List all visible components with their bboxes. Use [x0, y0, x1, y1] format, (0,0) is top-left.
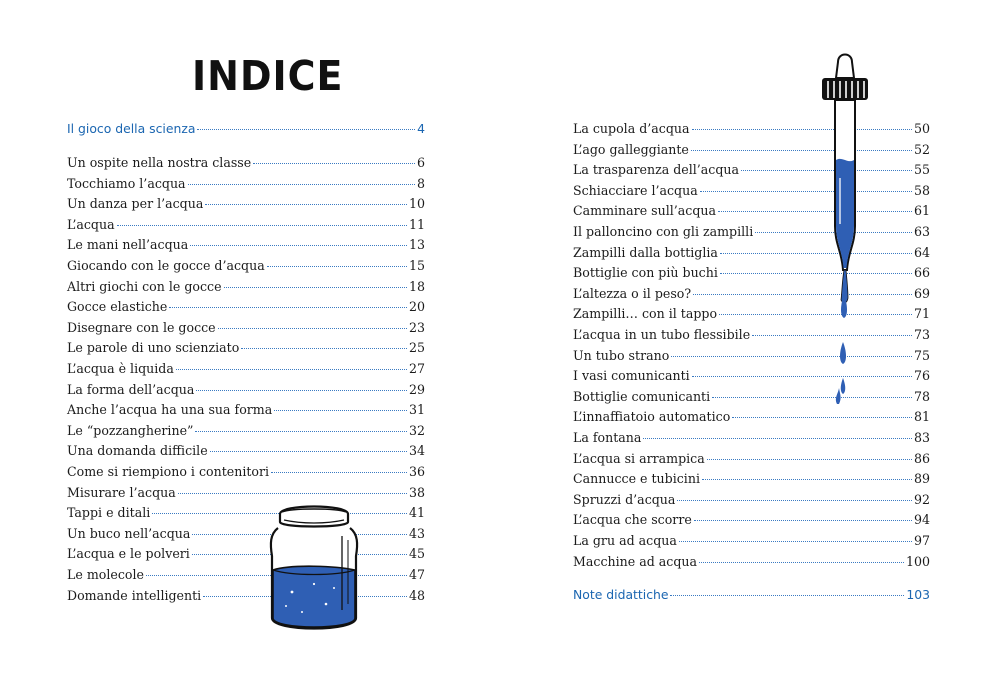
dot-leader [190, 244, 407, 246]
toc-entry[interactable] [573, 554, 930, 570]
toc-entry[interactable] [573, 183, 930, 199]
toc-entry-page: 66 [913, 265, 930, 281]
toc-entry-title: Cannucce e tubicini [573, 471, 700, 487]
toc-entry[interactable] [573, 224, 930, 240]
dot-leader [224, 286, 407, 288]
toc-entry[interactable] [573, 451, 930, 467]
toc-entry[interactable] [573, 409, 930, 425]
toc-entry[interactable] [67, 320, 425, 336]
dot-leader [196, 389, 407, 391]
toc-entry-page: 48 [408, 587, 425, 603]
toc-entry-title: Le mani nell’acqua [67, 237, 189, 253]
toc-entry-title: Le parole di uno scienziato [67, 340, 240, 356]
toc-entry-page: 31 [408, 402, 425, 418]
toc-entry-title: L’acqua si arrampica [573, 450, 705, 466]
toc-entry-page: 11 [408, 216, 425, 232]
toc-entry-page: 69 [913, 285, 930, 301]
toc-entry[interactable] [67, 237, 425, 253]
toc-entry-page: 25 [408, 340, 425, 356]
toc-entry[interactable] [573, 121, 930, 137]
toc-entry-page: 92 [913, 491, 930, 507]
dot-leader [699, 561, 904, 563]
toc-entry-title: Macchine ad acqua [573, 553, 698, 569]
dot-leader [691, 149, 912, 151]
water-jar-illustration [262, 500, 366, 640]
toc-entry[interactable] [573, 533, 930, 549]
toc-entry-page: 83 [913, 430, 930, 445]
toc-entry[interactable] [573, 162, 930, 178]
toc-entry[interactable] [67, 546, 425, 562]
toc-entry[interactable] [67, 588, 425, 604]
toc-entry-title: Il palloncino con gli zampilli [573, 224, 754, 239]
toc-entry[interactable] [573, 492, 930, 508]
toc-entry[interactable] [67, 505, 425, 521]
toc-entry-title: Zampilli dalla bottiglia [573, 244, 718, 260]
toc-entry-page: 47 [408, 567, 425, 582]
toc-entry[interactable] [67, 299, 425, 315]
toc-entry-title: Bottiglie con più buchi [573, 265, 718, 281]
toc-entry[interactable] [573, 348, 930, 364]
toc-entry[interactable] [573, 265, 930, 281]
toc-entry-page: 58 [913, 182, 930, 198]
toc-entry[interactable] [573, 368, 930, 384]
toc-entry-title: Bottiglie comunicanti [573, 388, 711, 404]
toc-entry[interactable] [67, 155, 425, 171]
toc-entry-title: Misurare l’acqua [67, 484, 176, 500]
toc-entry[interactable] [573, 389, 930, 405]
dot-leader [693, 293, 912, 295]
toc-entry-page: 71 [913, 306, 930, 322]
toc-entry[interactable] [67, 402, 425, 418]
toc-entry-page: 76 [913, 368, 930, 384]
toc-entry-page: 86 [913, 450, 930, 466]
dot-leader [732, 416, 912, 418]
dot-leader [707, 458, 912, 460]
toc-entry-page: 75 [913, 347, 930, 363]
toc-entry-page: 73 [913, 327, 930, 342]
toc-entry-page: 94 [913, 512, 930, 528]
dot-leader [195, 430, 407, 432]
toc-section-title: Il gioco della scienza [67, 121, 196, 136]
toc-entry[interactable] [573, 430, 930, 446]
page-title: INDICE [192, 52, 344, 100]
toc-entry[interactable] [67, 423, 425, 439]
toc-entry-title: Un tubo strano [573, 347, 670, 363]
pipette-dropper-illustration [812, 48, 876, 404]
toc-entry-title: La gru ad acqua [573, 533, 677, 548]
toc-entry-page: 8 [416, 175, 425, 191]
dot-leader [253, 162, 415, 164]
toc-entry-page: 18 [408, 278, 425, 294]
toc-entry-title: Un ospite nella nostra classe [67, 155, 252, 170]
toc-section-page: 4 [417, 121, 425, 136]
toc-entry-page: 27 [408, 361, 425, 376]
dot-leader [700, 190, 912, 192]
toc-entry-title: Domande intelligenti [67, 587, 202, 603]
dot-leader [694, 519, 912, 521]
toc-entry-page: 15 [408, 258, 425, 273]
toc-entry[interactable] [573, 471, 930, 487]
toc-entry[interactable] [573, 286, 930, 302]
toc-entry-title: Anche l’acqua ha una sua forma [67, 402, 273, 418]
toc-entry-page: 32 [408, 422, 425, 438]
toc-entry-title: Disegnare con le gocce [67, 319, 216, 335]
toc-entry-page: 23 [408, 319, 425, 335]
toc-entry[interactable] [67, 526, 425, 542]
toc-entry-title: Come si riempiono i contenitori [67, 464, 270, 479]
toc-entry-page: 97 [913, 533, 930, 548]
toc-entry-title: Una domanda difficile [67, 443, 208, 459]
toc-entry-title: Gocce elastiche [67, 299, 168, 315]
dot-leader [271, 471, 407, 473]
toc-entry-title: L’acqua che scorre [573, 512, 692, 528]
toc-entry-page: 13 [408, 237, 425, 253]
toc-entry-title: L’ago galleggiante [573, 141, 689, 157]
toc-entry-page: 64 [913, 244, 930, 260]
toc-entry-title: Camminare sull’acqua [573, 203, 717, 219]
toc-entry-title: L’acqua [67, 216, 115, 232]
toc-entry[interactable] [573, 512, 930, 528]
toc-entry[interactable] [67, 382, 425, 398]
toc-entry-title: L’acqua e le polveri [67, 546, 190, 562]
toc-entry-title: La trasparenza dell’acqua [573, 162, 740, 178]
toc-entry-title: Tocchiamo l’acqua [67, 175, 186, 191]
toc-entry-page: 81 [913, 409, 930, 425]
toc-entry-title: L’acqua in un tubo flessibile [573, 327, 751, 342]
toc-entry-title: La cupola d’acqua [573, 121, 690, 136]
toc-entry-page: 34 [408, 443, 425, 459]
dot-leader [117, 224, 407, 226]
dot-leader [197, 128, 415, 130]
toc-entry[interactable] [67, 485, 425, 501]
toc-entry-title: Altri giochi con le gocce [67, 278, 222, 294]
toc-entry[interactable] [573, 203, 930, 219]
toc-entry-page: 6 [416, 155, 425, 170]
toc-entry-title: Schiacciare l’acqua [573, 182, 698, 198]
toc-entry[interactable] [67, 464, 425, 480]
dot-leader [176, 368, 407, 370]
toc-entry-title: Tappi e ditali [67, 505, 151, 521]
toc-section-title: Note didattiche [573, 587, 669, 602]
toc-entry-title: L’acqua è liquida [67, 361, 174, 376]
toc-entry-page: 10 [408, 196, 425, 212]
toc-entry-page: 52 [913, 141, 930, 157]
dot-leader [677, 499, 912, 501]
dot-leader [702, 478, 912, 480]
toc-entry-title: Giocando con le gocce d’acqua [67, 258, 265, 273]
dot-leader [218, 327, 407, 329]
toc-entry[interactable] [67, 340, 425, 356]
toc-entry-page: 50 [913, 121, 930, 136]
toc-entry-page: 61 [913, 203, 930, 219]
toc-entry[interactable] [573, 306, 930, 322]
toc-entry-page: 43 [408, 525, 425, 541]
toc-entry-title: Un buco nell’acqua [67, 525, 191, 541]
toc-entry[interactable] [573, 245, 930, 261]
toc-entry-page: 29 [408, 381, 425, 397]
toc-entry-page: 63 [913, 224, 930, 239]
dot-leader [643, 437, 912, 439]
dot-leader [169, 306, 407, 308]
toc-section-page: 103 [906, 587, 930, 602]
dot-leader [267, 265, 407, 267]
dot-leader [670, 594, 904, 596]
dot-leader [188, 183, 415, 185]
toc-entry[interactable] [67, 176, 425, 192]
toc-entry-page: 45 [408, 546, 425, 562]
toc-entry[interactable] [67, 361, 425, 377]
toc-entry[interactable] [67, 196, 425, 212]
toc-entry-page: 41 [408, 505, 425, 521]
toc-entry[interactable] [67, 279, 425, 295]
toc-entry-title: Le “pozzangherine” [67, 422, 194, 438]
toc-entry-page: 55 [913, 162, 930, 178]
toc-entry-page: 36 [408, 464, 425, 479]
dot-leader [178, 492, 407, 494]
toc-entry-title: L’altezza o il peso? [573, 285, 692, 301]
dot-leader [241, 347, 407, 349]
toc-entry[interactable] [67, 258, 425, 274]
toc-entry-title: Zampilli… con il tappo [573, 306, 718, 322]
dot-leader [274, 409, 407, 411]
dot-leader [692, 375, 912, 377]
toc-entry[interactable] [67, 567, 425, 583]
toc-entry[interactable] [573, 142, 930, 158]
dot-leader [679, 540, 912, 542]
toc-entry-page: 100 [905, 553, 930, 569]
toc-entry[interactable] [573, 327, 930, 343]
toc-entry-title: I vasi comunicanti [573, 368, 690, 384]
toc-entry-title: Le molecole [67, 567, 144, 582]
toc-entry-page: 20 [408, 299, 425, 315]
toc-entry-title: L’innaffiatoio automatico [573, 409, 731, 425]
toc-entry-title: Un danza per l’acqua [67, 196, 204, 212]
dot-leader [692, 128, 912, 130]
toc-entry-title: La forma dell’acqua [67, 381, 195, 397]
toc-entry-title: La fontana [573, 430, 642, 445]
toc-entry[interactable] [67, 217, 425, 233]
toc-entry-title: Spruzzi d’acqua [573, 491, 676, 507]
toc-section-row[interactable] [67, 121, 425, 137]
dot-leader [210, 450, 407, 452]
toc-entry[interactable] [67, 443, 425, 459]
dot-leader [205, 203, 407, 205]
toc-entry-page: 78 [913, 388, 930, 404]
toc-entry-page: 38 [408, 484, 425, 500]
toc-entry-page: 89 [913, 471, 930, 487]
toc-section-row[interactable] [573, 587, 930, 603]
